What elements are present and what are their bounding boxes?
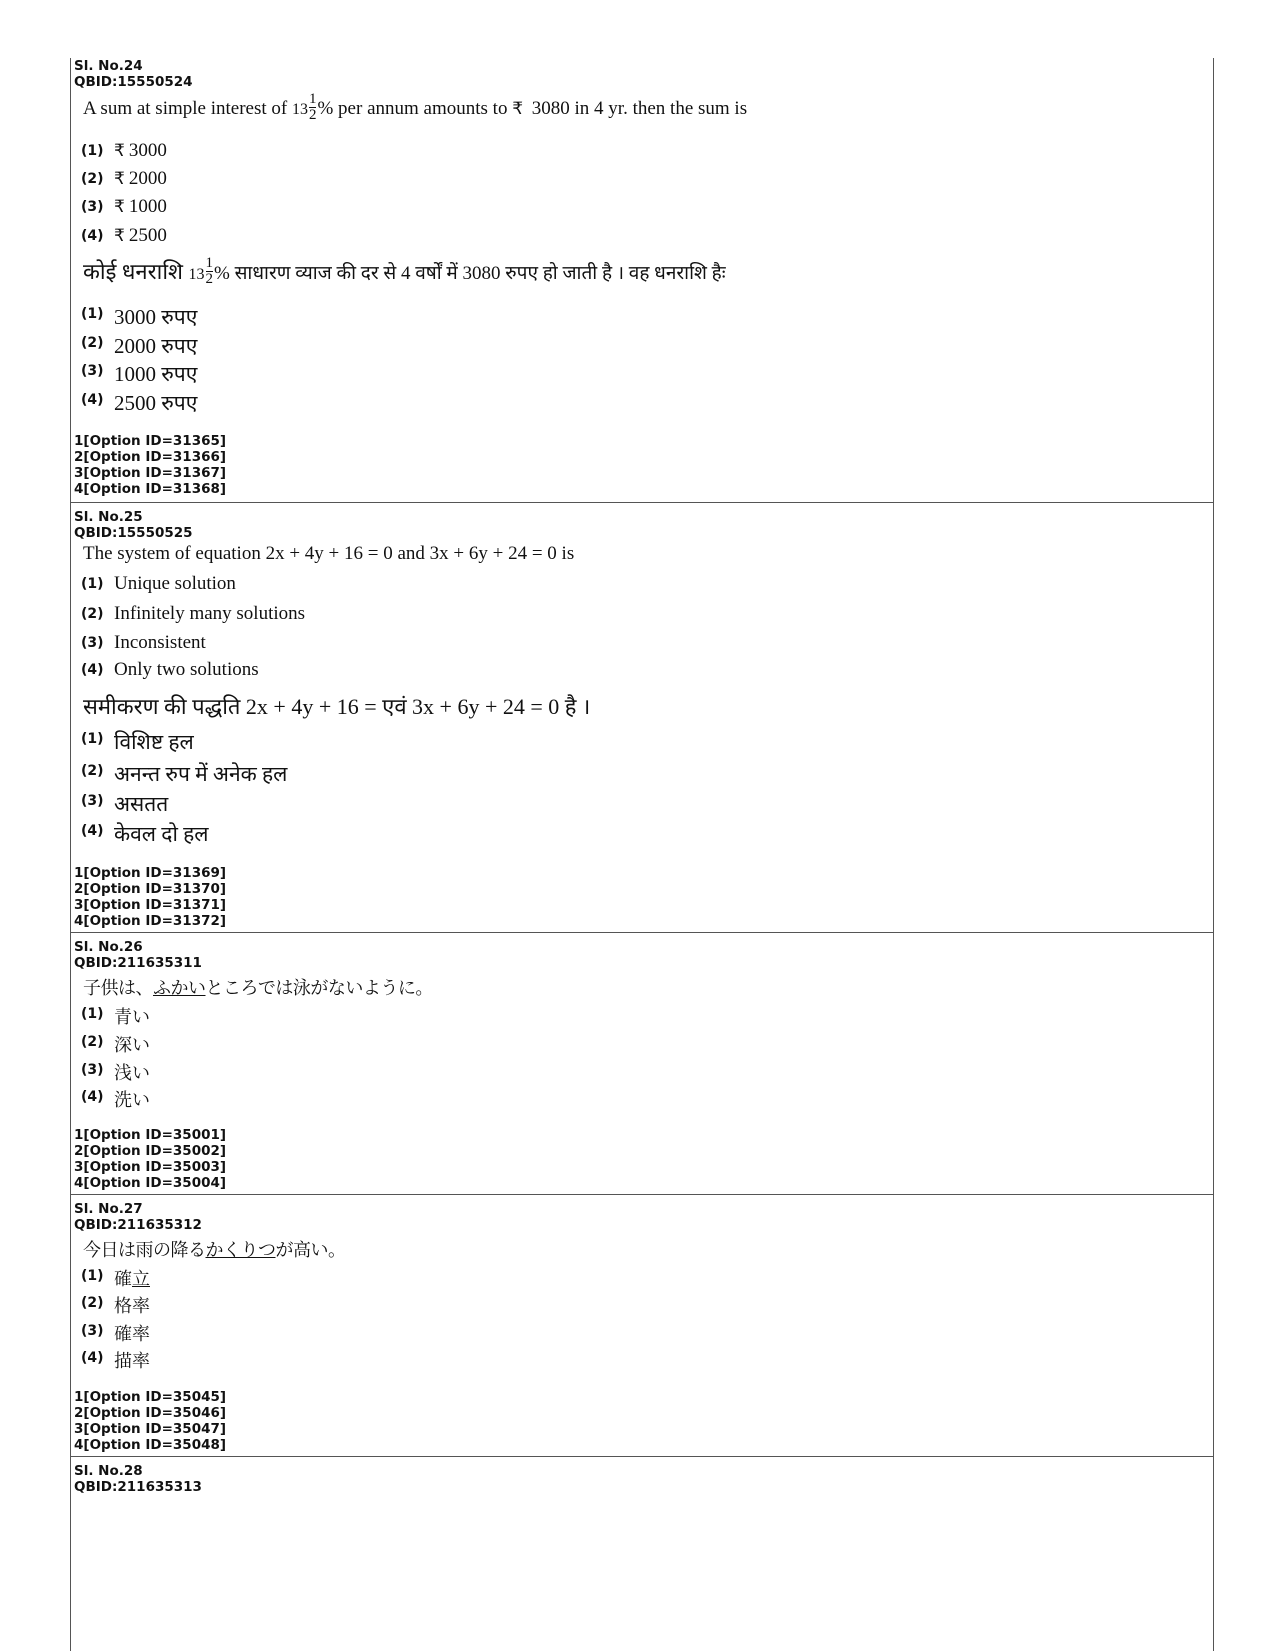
qbid: QBID:211635311: [74, 955, 202, 971]
question-text-en: The system of equation 2x + 4y + 16 = 0 and 3x + 6y + 24 = 0 is: [83, 543, 575, 564]
qbid: QBID:15550524: [74, 74, 193, 90]
question-meta: [74, 509, 193, 541]
option-ids: 1[Option ID=31365] 2[Option ID=31366] 3[Option ID=31367] 4[Option ID=31368]: [74, 433, 227, 497]
option-ids: 1[Option ID=35045] 2[Option ID=35046] 3[Option ID=35047] 4[Option ID=35048]: [74, 1389, 227, 1453]
question-block-28: [71, 1456, 1213, 1651]
question-block-27: Sl. No.27 QBID:211635312 今日は雨の降るかくりつが高い。 (1) 確立 (2) 格率 (3) 確率 (4) 描率 1[Option ID=35045] 2[Option ID=35046] 3[Option ID=35047] 4[Option ID=35048]: [71, 1194, 1213, 1456]
question-text-hi: समीकरण की पद्धति 2x + 4y + 16 = एवं 3x + 6y + 24 = 0 है ।: [83, 694, 591, 719]
question-meta: [74, 58, 193, 90]
serial-number: Sl. No.28: [74, 1463, 143, 1479]
question-block-26: Sl. No.26 QBID:211635311 子供は、ふかいところでは泳がないように。 (1) 青い (2) 深い (3) 浅い (4) 洗い 1[Option ID=35001] 2[Option ID=35002] 3[Option ID=35003] 4[Option ID=35004]: [71, 932, 1213, 1194]
qbid: QBID:211635312: [74, 1217, 202, 1233]
question-sheet: [70, 58, 1214, 1651]
serial-number: Sl. No.26: [74, 939, 143, 955]
qbid: QBID:211635313: [74, 1479, 202, 1495]
fraction: $\frac{1}{2}$: [308, 91, 317, 123]
option-ids: 1[Option ID=31369] 2[Option ID=31370] 3[Option ID=31371] 4[Option ID=31372]: [74, 865, 227, 929]
question-block-24: Sl. No.24 QBID:15550524 A sum at simple interest of 13 $\frac{1}{2}$ % per annum amounts to ₹ 3080 in 4 yr. then the sum is (1) ₹ 3000 (2) ₹ 2000 (3) ₹ 1000 (4) ₹ 2500 कोई धनराशि 13 $\frac{1}{2}$ % साधारण व्याज की दर से 4 वर्षों में 3080 रुपए हो जाती है । वह धनराशि हैः (1) 3000 रुपए (2) 2000 रुपए (3) 1000 रुपए (4) 2500 रुपए 1[Option ID=31365] 2[Option ID=31366] 3[Option ID=31367] 4[Option ID=31368]: [74, 58, 748, 497]
question-text-hi: कोई धनराशि 13 $\frac{1}{2}$ % साधारण व्याज की दर से 4 वर्षों में 3080 रुपए हो जाती है । वह धनराशि हैः: [83, 255, 726, 288]
serial-number: Sl. No.27: [74, 1201, 143, 1217]
serial-number: Sl. No.25: [74, 509, 143, 525]
option-ids: 1[Option ID=35001] 2[Option ID=35002] 3[Option ID=35003] 4[Option ID=35004]: [74, 1127, 227, 1191]
question-text-jp: 子供は、ふかいところでは泳がないように。: [83, 978, 433, 999]
serial-number: Sl. No.24: [74, 58, 143, 74]
question-meta: [74, 1201, 202, 1233]
question-block-25: Sl. No.25 QBID:15550525 The system of equation 2x + 4y + 16 = 0 and 3x + 6y + 24 = 0 is (1) Unique solution (2) Infinitely many solutions (3) Inconsistent (4) Only two solutions समीकरण की पद्धति 2x + 4y + 16 = एवं 3x + 6y + 24 = 0 है । (1) विशिष्ट हल (2) अनन्त रुप में अनेक हल (3) असतत (4) केवल दो हल 1[Option ID=31369] 2[Option ID=31370] 3[Option ID=31371] 4[Option ID=31372]: [71, 502, 1213, 932]
question-meta: [74, 1463, 202, 1495]
question-meta: [74, 939, 202, 971]
qbid: QBID:15550525: [74, 525, 193, 541]
question-text-en: A sum at simple interest of 13 $\frac{1}{2}$ % per annum amounts to ₹ 3080 in 4 yr. then the sum is: [83, 91, 748, 123]
question-text-jp: 今日は雨の降るかくりつが高い。: [83, 1240, 346, 1261]
fraction: $\frac{1}{2}$: [205, 255, 213, 288]
